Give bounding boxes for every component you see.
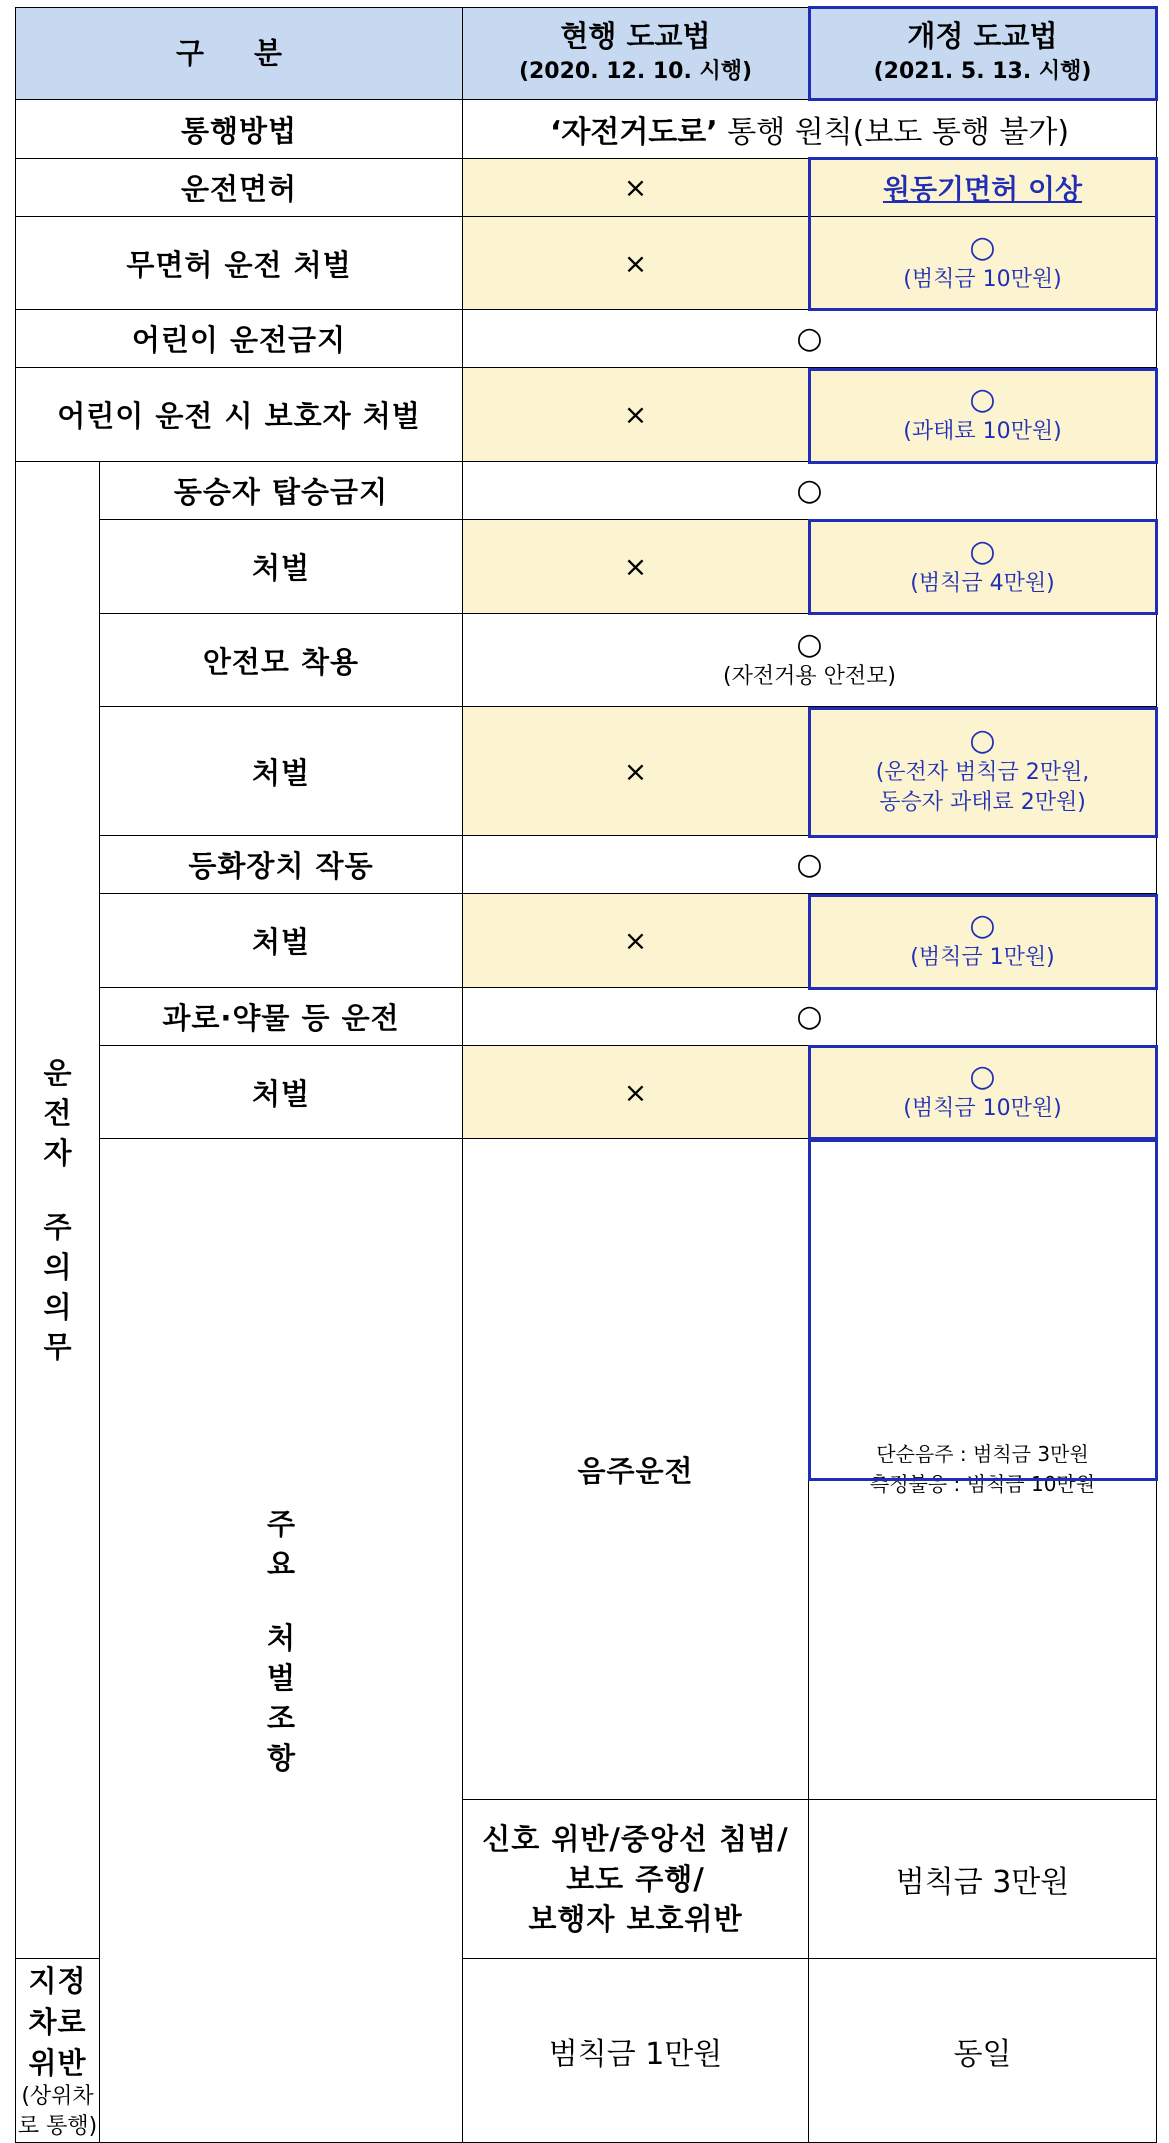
row-child-ban bbox=[16, 310, 1157, 368]
row-helmet bbox=[16, 614, 1157, 707]
row-label: 안전모 착용 bbox=[100, 614, 463, 707]
row-traffic-method bbox=[16, 100, 1157, 159]
row-label: 처벌 bbox=[100, 894, 463, 988]
row-label: 지정차로 위반 (상위차로 통행) bbox=[16, 1959, 100, 2143]
merged-value: ○ bbox=[463, 462, 1157, 520]
current-value: × bbox=[463, 707, 809, 836]
row-passenger-penalty bbox=[16, 520, 1157, 614]
row-label: 무면허 운전 처벌 bbox=[16, 217, 463, 310]
merged-value: ○ bbox=[463, 988, 1157, 1046]
row-label: 동승자 탑승금지 bbox=[100, 462, 463, 520]
row-passenger-ban bbox=[16, 462, 1157, 520]
current-value: 단순음주 : 범칙금 3만원 측정불응 : 범칙금 10만원 bbox=[809, 1139, 1157, 1800]
row-license bbox=[16, 159, 1157, 217]
revised-value: ○ (범칙금 10만원) bbox=[809, 1046, 1157, 1139]
current-value: × bbox=[463, 894, 809, 988]
row-lights-penalty bbox=[16, 894, 1157, 988]
row-label: 음주운전 bbox=[463, 1139, 809, 1800]
traffic-method-value: ‘자전거도로’ 통행 원칙(보도 통행 불가) bbox=[463, 100, 1157, 159]
revised-law-date: (2021. 5. 13. 시행) bbox=[873, 58, 1092, 84]
license-requirement: 원동기면허 이상 bbox=[882, 172, 1083, 206]
row-label: 처벌 bbox=[100, 1046, 463, 1139]
row-label: 과로·약물 등 운전 bbox=[100, 988, 463, 1046]
revised-value: ○ (과태료 10만원) bbox=[809, 368, 1157, 462]
current-law-title: 현행 도교법 bbox=[560, 18, 711, 53]
current-value: × bbox=[463, 368, 809, 462]
revised-value: 동일 bbox=[809, 1959, 1157, 2143]
row-overwork-drugs bbox=[16, 988, 1157, 1046]
header-category: 구 분 bbox=[16, 8, 463, 100]
revised-law-title: 개정 도교법 bbox=[907, 18, 1058, 53]
current-value: × bbox=[463, 217, 809, 310]
current-value: × bbox=[463, 520, 809, 614]
row-no-license-penalty bbox=[16, 217, 1157, 310]
row-label: 등화장치 작동 bbox=[100, 836, 463, 894]
revised-value: ○ (범칙금 4만원) bbox=[809, 520, 1157, 614]
law-comparison-table bbox=[15, 7, 1157, 2143]
row-drunk-driving bbox=[16, 1139, 1157, 1800]
row-lights bbox=[16, 836, 1157, 894]
row-label: 통행방법 bbox=[16, 100, 463, 159]
merged-value: ○ bbox=[463, 836, 1157, 894]
row-guardian-penalty bbox=[16, 368, 1157, 462]
merged-value: ○ bbox=[463, 310, 1157, 368]
current-value: × bbox=[463, 159, 809, 217]
row-label: 운전면허 bbox=[16, 159, 463, 217]
row-label: 어린이 운전금지 bbox=[16, 310, 463, 368]
row-label: 처벌 bbox=[100, 707, 463, 836]
current-value: 범칙금 1만원 bbox=[463, 1959, 809, 2143]
header-current-law bbox=[463, 8, 809, 100]
revised-value: ○ (운전자 범칙금 2만원, 동승자 과태료 2만원) bbox=[809, 707, 1157, 836]
revised-value: ○ (범칙금 10만원) bbox=[809, 217, 1157, 310]
row-helmet-penalty bbox=[16, 707, 1157, 836]
revised-value: ○ (범칙금 1만원) bbox=[809, 894, 1157, 988]
header-revised-law bbox=[809, 8, 1157, 100]
row-label: 신호 위반/중앙선 침범/ 보도 주행/ 보행자 보호위반 bbox=[463, 1800, 809, 1959]
merged-value: ○ (자전거용 안전모) bbox=[463, 614, 1157, 707]
revised-value bbox=[809, 159, 1157, 217]
row-overwork-penalty bbox=[16, 1046, 1157, 1139]
row-label: 처벌 bbox=[100, 520, 463, 614]
group-driver-duty: 운 전 자 주 의 의 무 bbox=[16, 462, 100, 1959]
current-value: 범칙금 3만원 bbox=[809, 1800, 1157, 1959]
current-law-date: (2020. 12. 10. 시행) bbox=[518, 58, 753, 84]
current-value: × bbox=[463, 1046, 809, 1139]
group-main-penalty: 주 요 처 벌 조 항 bbox=[100, 1139, 463, 2143]
row-label: 어린이 운전 시 보호자 처벌 bbox=[16, 368, 463, 462]
